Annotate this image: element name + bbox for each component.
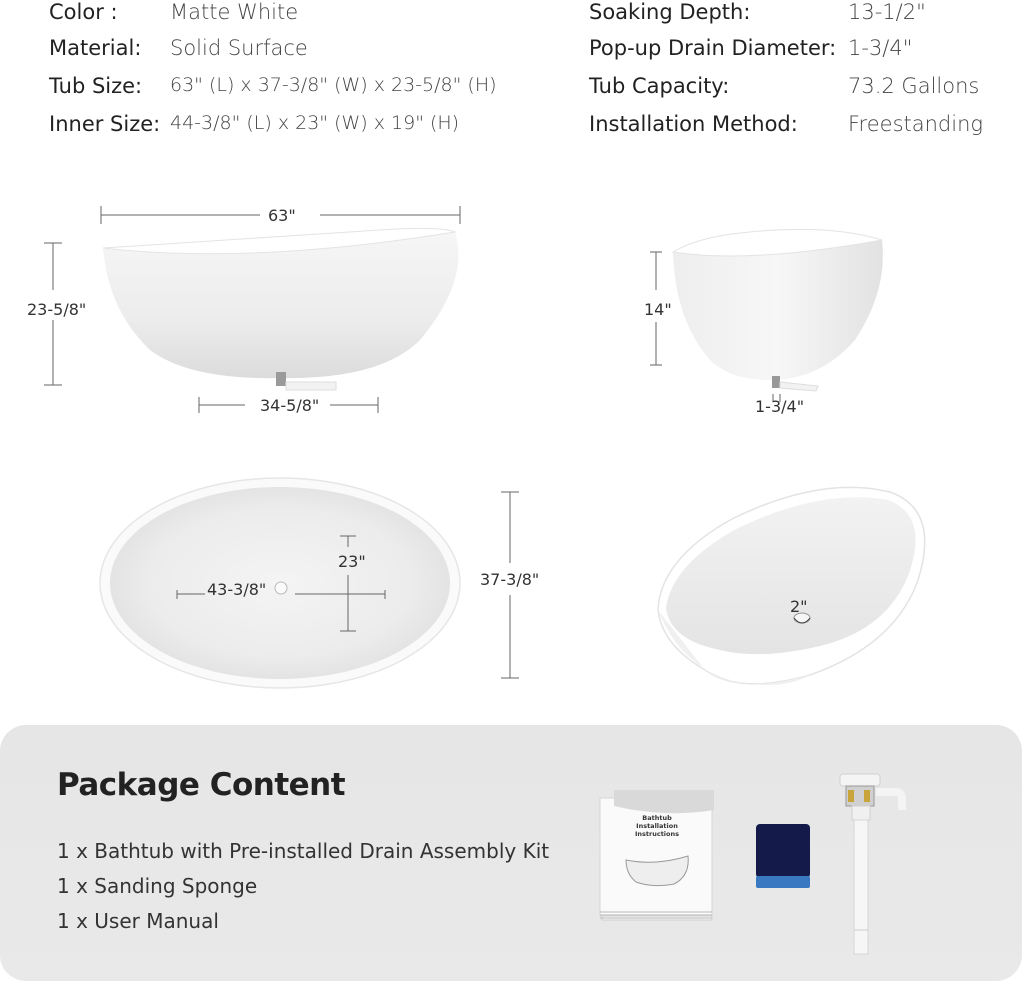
spec-value-inner-size: 44-3/8" (L) x 23" (W) x 19" (H): [170, 112, 460, 134]
dim-front-length: 63": [268, 206, 296, 225]
angled-view-tub-image: [650, 480, 940, 690]
package-content-title: Package Content: [57, 767, 346, 803]
tub-body: [103, 232, 458, 378]
spec-label: Inner Size:: [49, 112, 161, 136]
spec-value-installation: Freestanding: [848, 112, 983, 136]
drain-pipe: [772, 376, 780, 388]
drain-assembly-image: [832, 770, 912, 960]
spec-value-material: Solid Surface: [170, 36, 308, 60]
sanding-sponge-image: [752, 822, 814, 892]
spec-label: Material:: [49, 36, 142, 60]
spec-value-drain-diameter: 1-3/4": [848, 36, 913, 60]
dim-top-inner-length: 43-3/8": [207, 580, 267, 599]
package-item: 1 x User Manual: [57, 909, 219, 933]
spec-label: Color :: [49, 0, 118, 24]
spec-label-capacity: Tub Capacity:: [589, 74, 730, 98]
dim-side-drain: 1-3/4": [755, 397, 805, 416]
spec-row-color: [49, 0, 118, 24]
spec-label-installation: Installation Method:: [589, 112, 798, 136]
spec-row-material: [49, 36, 141, 60]
dim-side-depth: 14": [644, 300, 672, 319]
drain-pipe: [276, 372, 286, 386]
package-item: 1 x Sanding Sponge: [57, 874, 258, 898]
drain-outlet: [780, 382, 818, 391]
spec-row-tub-size: [49, 74, 142, 98]
user-manual-image: [596, 788, 721, 928]
top-view-tub-image: [95, 475, 545, 700]
spec-value-capacity: 73.2 Gallons: [848, 74, 980, 98]
spec-value-soaking-depth: 13-1/2": [848, 0, 926, 24]
dim-angle-drain: 2": [790, 597, 808, 616]
package-item: 1 x Bathtub with Pre-installed Drain Assembly Kit: [57, 839, 550, 863]
side-tub-body: [673, 240, 883, 380]
dim-front-base: 34-5/8": [260, 396, 320, 415]
drain-outlet: [286, 382, 336, 390]
spec-row-inner-size: [49, 112, 160, 136]
spec-label-drain-diameter: Pop-up Drain Diameter:: [589, 36, 837, 60]
spec-label-soaking-depth: Soaking Depth:: [589, 0, 751, 24]
dim-front-height: 23-5/8": [27, 300, 87, 319]
spec-value-tub-size: 63" (L) x 37-3/8" (W) x 23-5/8" (H): [170, 74, 497, 96]
drain-hole: [275, 582, 287, 594]
dim-top-width: 37-3/8": [480, 570, 540, 589]
spec-value-color: Matte White: [170, 0, 299, 24]
manual-cover-title: Bathtub Installation Instructions: [634, 814, 679, 838]
spec-label: Tub Size:: [49, 74, 143, 98]
dim-top-inner-width: 23": [338, 552, 366, 571]
